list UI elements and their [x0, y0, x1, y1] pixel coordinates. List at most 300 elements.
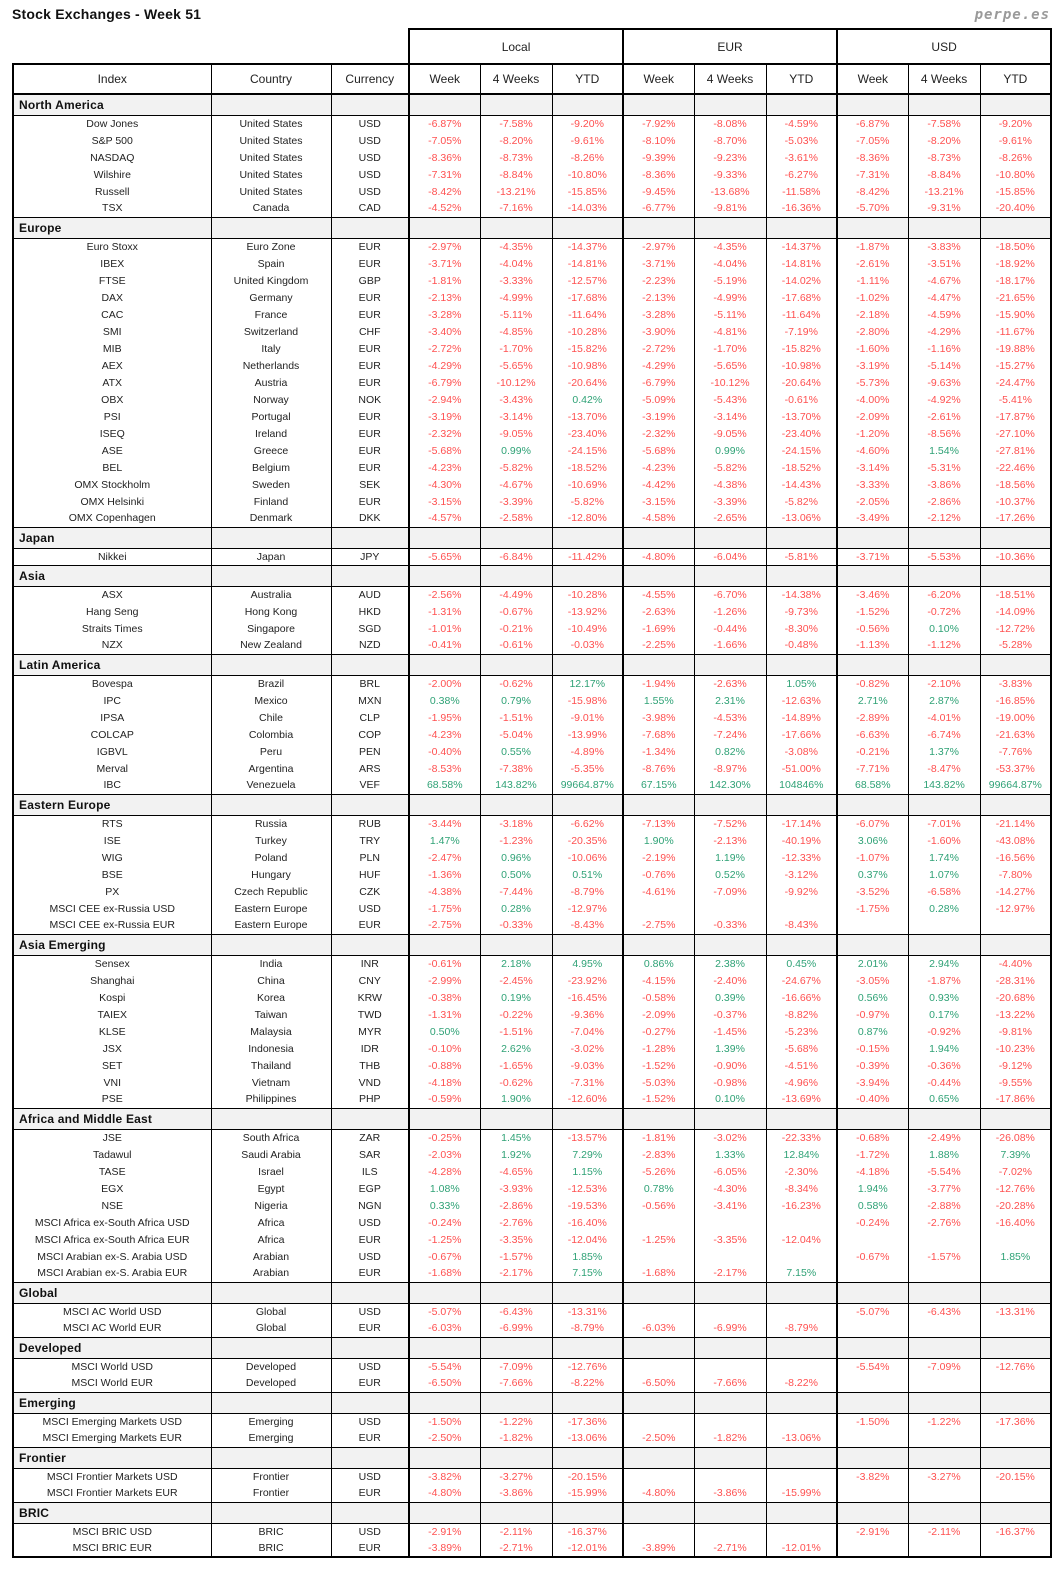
- value-cell-usd-4weeks: 1.07%: [908, 866, 980, 883]
- value-cell-local-4weeks: -5.04%: [480, 726, 552, 743]
- section-filler-cell: [908, 1337, 980, 1358]
- value-cell-eur-week: -1.28%: [623, 1040, 694, 1057]
- currency-cell: THB: [331, 1057, 409, 1074]
- currency-cell: EUR: [331, 459, 409, 476]
- currency-cell: ZAR: [331, 1129, 409, 1146]
- section-name: North America: [13, 94, 211, 115]
- value-cell-usd-week: 2.71%: [837, 692, 908, 709]
- value-cell-eur-4weeks: -1.70%: [694, 340, 766, 357]
- value-cell-eur-week: -9.39%: [623, 149, 694, 166]
- country-cell: Hong Kong: [211, 603, 331, 620]
- index-cell: MSCI Emerging Markets USD: [13, 1413, 211, 1430]
- table-row: [13, 1146, 1051, 1163]
- value-cell-local-week: -2.03%: [409, 1146, 480, 1163]
- value-cell-usd-ytd: [980, 917, 1051, 934]
- value-cell-local-week: -6.87%: [409, 115, 480, 132]
- section-header-row: [13, 527, 1051, 548]
- country-cell: Japan: [211, 548, 331, 565]
- section-filler-cell: [409, 934, 480, 955]
- value-cell-local-ytd: -15.85%: [552, 183, 623, 200]
- value-cell-eur-4weeks: -2.63%: [694, 675, 766, 692]
- value-cell-eur-ytd: -9.92%: [766, 883, 837, 900]
- value-cell-local-ytd: -17.36%: [552, 1413, 623, 1430]
- country-cell: Brazil: [211, 675, 331, 692]
- table-row: [13, 760, 1051, 777]
- section-name: Latin America: [13, 654, 211, 675]
- value-cell-usd-week: -7.05%: [837, 132, 908, 149]
- value-cell-usd-week: -1.02%: [837, 289, 908, 306]
- value-cell-usd-4weeks: -0.72%: [908, 603, 980, 620]
- value-cell-local-4weeks: -5.11%: [480, 306, 552, 323]
- value-cell-usd-week: -1.75%: [837, 900, 908, 917]
- country-cell: Emerging: [211, 1430, 331, 1447]
- value-cell-eur-4weeks: 0.82%: [694, 743, 766, 760]
- value-cell-usd-ytd: -21.63%: [980, 726, 1051, 743]
- value-cell-eur-ytd: -9.73%: [766, 603, 837, 620]
- country-cell: Russia: [211, 815, 331, 832]
- value-cell-eur-4weeks: -4.99%: [694, 289, 766, 306]
- value-cell-usd-ytd: -12.76%: [980, 1358, 1051, 1375]
- value-cell-eur-ytd: -8.30%: [766, 620, 837, 637]
- value-cell-local-4weeks: -2.71%: [480, 1540, 552, 1557]
- value-cell-eur-4weeks: -8.70%: [694, 132, 766, 149]
- value-cell-usd-ytd: -26.08%: [980, 1129, 1051, 1146]
- value-cell-eur-week: -5.03%: [623, 1074, 694, 1091]
- value-cell-usd-4weeks: -2.12%: [908, 510, 980, 527]
- value-cell-local-4weeks: -3.93%: [480, 1180, 552, 1197]
- value-cell-eur-ytd: -8.34%: [766, 1180, 837, 1197]
- value-cell-usd-4weeks: 1.88%: [908, 1146, 980, 1163]
- index-cell: WIG: [13, 849, 211, 866]
- index-cell: MIB: [13, 340, 211, 357]
- value-cell-usd-ytd: -7.02%: [980, 1163, 1051, 1180]
- section-filler-cell: [837, 654, 908, 675]
- value-cell-eur-4weeks: -7.52%: [694, 815, 766, 832]
- value-cell-local-ytd: -9.36%: [552, 1006, 623, 1023]
- col-header-eur-ytd: YTD: [766, 64, 837, 94]
- value-cell-local-ytd: -10.06%: [552, 849, 623, 866]
- value-cell-local-week: -5.54%: [409, 1358, 480, 1375]
- value-cell-usd-4weeks: -6.43%: [908, 1303, 980, 1320]
- section-filler-cell: [552, 94, 623, 115]
- section-filler-cell: [837, 1447, 908, 1468]
- value-cell-eur-4weeks: -2.17%: [694, 1265, 766, 1282]
- value-cell-local-4weeks: -8.84%: [480, 166, 552, 183]
- country-cell: Arabian: [211, 1248, 331, 1265]
- country-cell: Hungary: [211, 866, 331, 883]
- value-cell-local-week: -4.30%: [409, 476, 480, 493]
- value-cell-usd-ytd: -8.26%: [980, 149, 1051, 166]
- value-cell-eur-week: -8.76%: [623, 760, 694, 777]
- value-cell-local-week: -4.52%: [409, 200, 480, 217]
- table-row: [13, 637, 1051, 654]
- table-row: [13, 1485, 1051, 1502]
- value-cell-local-ytd: -12.04%: [552, 1231, 623, 1248]
- value-cell-eur-ytd: -8.43%: [766, 917, 837, 934]
- value-cell-local-week: -2.50%: [409, 1430, 480, 1447]
- value-cell-local-4weeks: -0.67%: [480, 603, 552, 620]
- value-cell-local-week: -5.68%: [409, 442, 480, 459]
- currency-cell: CNY: [331, 972, 409, 989]
- value-cell-usd-ytd: [980, 1540, 1051, 1557]
- value-cell-usd-ytd: -18.17%: [980, 272, 1051, 289]
- value-cell-usd-4weeks: [908, 1265, 980, 1282]
- value-cell-local-4weeks: -4.35%: [480, 238, 552, 255]
- value-cell-usd-4weeks: [908, 1231, 980, 1248]
- value-cell-usd-ytd: -17.36%: [980, 1413, 1051, 1430]
- value-cell-eur-4weeks: -4.35%: [694, 238, 766, 255]
- value-cell-local-4weeks: 0.99%: [480, 442, 552, 459]
- table-row: [13, 548, 1051, 565]
- table-row: [13, 743, 1051, 760]
- table-row: [13, 183, 1051, 200]
- table-row: [13, 1006, 1051, 1023]
- value-cell-usd-week: -0.15%: [837, 1040, 908, 1057]
- value-cell-local-4weeks: 0.50%: [480, 866, 552, 883]
- section-filler-cell: [980, 217, 1051, 238]
- value-cell-eur-week: -4.23%: [623, 459, 694, 476]
- value-cell-local-4weeks: 0.96%: [480, 849, 552, 866]
- value-cell-usd-4weeks: -8.84%: [908, 166, 980, 183]
- value-cell-eur-week: [623, 1214, 694, 1231]
- value-cell-eur-ytd: -15.99%: [766, 1485, 837, 1502]
- value-cell-local-week: -7.31%: [409, 166, 480, 183]
- value-cell-eur-ytd: 7.15%: [766, 1265, 837, 1282]
- value-cell-usd-week: -0.40%: [837, 1091, 908, 1108]
- value-cell-usd-4weeks: -9.31%: [908, 200, 980, 217]
- country-cell: Netherlands: [211, 357, 331, 374]
- value-cell-usd-ytd: -16.85%: [980, 692, 1051, 709]
- value-cell-local-ytd: -12.01%: [552, 1540, 623, 1557]
- value-cell-usd-week: [837, 1485, 908, 1502]
- value-cell-eur-week: -3.19%: [623, 408, 694, 425]
- section-filler-cell: [552, 794, 623, 815]
- value-cell-eur-4weeks: -8.97%: [694, 760, 766, 777]
- currency-cell: GBP: [331, 272, 409, 289]
- currency-cell: VEF: [331, 777, 409, 794]
- value-cell-eur-4weeks: -7.66%: [694, 1375, 766, 1392]
- country-cell: United States: [211, 166, 331, 183]
- value-cell-local-ytd: -13.06%: [552, 1430, 623, 1447]
- value-cell-local-4weeks: -7.16%: [480, 200, 552, 217]
- section-filler-cell: [694, 654, 766, 675]
- value-cell-usd-ytd: -22.46%: [980, 459, 1051, 476]
- value-cell-usd-ytd: -20.15%: [980, 1468, 1051, 1485]
- currency-cell: USD: [331, 166, 409, 183]
- value-cell-usd-4weeks: -3.86%: [908, 476, 980, 493]
- currency-cell: MXN: [331, 692, 409, 709]
- value-cell-local-4weeks: -4.65%: [480, 1163, 552, 1180]
- value-cell-eur-4weeks: -4.04%: [694, 255, 766, 272]
- table-row: [13, 900, 1051, 917]
- index-cell: TSX: [13, 200, 211, 217]
- value-cell-local-week: -0.61%: [409, 955, 480, 972]
- section-filler-cell: [980, 1282, 1051, 1303]
- table-row: [13, 883, 1051, 900]
- section-header-row: [13, 1337, 1051, 1358]
- country-cell: Euro Zone: [211, 238, 331, 255]
- section-filler-cell: [908, 1392, 980, 1413]
- value-cell-eur-week: 1.55%: [623, 692, 694, 709]
- value-cell-local-week: -2.75%: [409, 917, 480, 934]
- section-filler-cell: [409, 1337, 480, 1358]
- value-cell-usd-ytd: -19.00%: [980, 709, 1051, 726]
- currency-cell: USD: [331, 132, 409, 149]
- table-row: [13, 1180, 1051, 1197]
- column-header-row: [13, 64, 1051, 94]
- country-cell: United States: [211, 115, 331, 132]
- table-row: [13, 238, 1051, 255]
- value-cell-usd-week: -0.68%: [837, 1129, 908, 1146]
- value-cell-usd-ytd: -9.81%: [980, 1023, 1051, 1040]
- value-cell-local-4weeks: 0.79%: [480, 692, 552, 709]
- site-logo: perpe.es: [974, 7, 1050, 23]
- section-filler-cell: [552, 565, 623, 586]
- value-cell-usd-4weeks: -5.54%: [908, 1163, 980, 1180]
- value-cell-local-4weeks: -3.35%: [480, 1231, 552, 1248]
- country-cell: Ireland: [211, 425, 331, 442]
- value-cell-eur-week: -2.83%: [623, 1146, 694, 1163]
- currency-cell: PLN: [331, 849, 409, 866]
- section-filler-cell: [211, 794, 331, 815]
- value-cell-local-ytd: -8.79%: [552, 1320, 623, 1337]
- value-cell-eur-ytd: -12.33%: [766, 849, 837, 866]
- value-cell-local-week: -4.57%: [409, 510, 480, 527]
- value-cell-usd-week: -2.18%: [837, 306, 908, 323]
- currency-cell: EUR: [331, 1265, 409, 1282]
- value-cell-usd-4weeks: -1.16%: [908, 340, 980, 357]
- value-cell-local-ytd: -8.26%: [552, 149, 623, 166]
- value-cell-usd-ytd: -53.37%: [980, 760, 1051, 777]
- section-filler-cell: [211, 654, 331, 675]
- section-filler-cell: [409, 565, 480, 586]
- section-filler-cell: [837, 1392, 908, 1413]
- value-cell-local-4weeks: 1.90%: [480, 1091, 552, 1108]
- table-row: [13, 1540, 1051, 1557]
- value-cell-usd-4weeks: -6.20%: [908, 586, 980, 603]
- section-name: Emerging: [13, 1392, 211, 1413]
- section-filler-cell: [623, 1502, 694, 1523]
- value-cell-usd-week: -7.71%: [837, 760, 908, 777]
- value-cell-usd-4weeks: -7.01%: [908, 815, 980, 832]
- currency-cell: HUF: [331, 866, 409, 883]
- value-cell-local-week: -0.67%: [409, 1248, 480, 1265]
- value-cell-eur-ytd: 1.05%: [766, 675, 837, 692]
- country-cell: South Africa: [211, 1129, 331, 1146]
- value-cell-usd-ytd: 7.39%: [980, 1146, 1051, 1163]
- value-cell-usd-week: -2.91%: [837, 1523, 908, 1540]
- value-cell-local-ytd: -10.28%: [552, 586, 623, 603]
- value-cell-local-ytd: -16.37%: [552, 1523, 623, 1540]
- section-filler-cell: [211, 527, 331, 548]
- country-cell: Portugal: [211, 408, 331, 425]
- index-cell: Dow Jones: [13, 115, 211, 132]
- section-filler-cell: [552, 1108, 623, 1129]
- value-cell-usd-4weeks: -3.51%: [908, 255, 980, 272]
- section-filler-cell: [480, 934, 552, 955]
- value-cell-local-4weeks: -10.12%: [480, 374, 552, 391]
- currency-cell: PEN: [331, 743, 409, 760]
- country-cell: Eastern Europe: [211, 900, 331, 917]
- value-cell-usd-week: -2.09%: [837, 408, 908, 425]
- value-cell-local-4weeks: -3.43%: [480, 391, 552, 408]
- value-cell-usd-4weeks: -1.12%: [908, 637, 980, 654]
- country-cell: China: [211, 972, 331, 989]
- value-cell-eur-4weeks: -1.26%: [694, 603, 766, 620]
- value-cell-local-week: -4.29%: [409, 357, 480, 374]
- currency-cell: EUR: [331, 340, 409, 357]
- section-filler-cell: [766, 934, 837, 955]
- value-cell-usd-4weeks: 1.54%: [908, 442, 980, 459]
- value-cell-local-4weeks: 143.82%: [480, 777, 552, 794]
- section-filler-cell: [623, 1447, 694, 1468]
- value-cell-usd-ytd: -10.23%: [980, 1040, 1051, 1057]
- stock-exchanges-table: [12, 28, 1052, 1558]
- value-cell-eur-4weeks: 0.99%: [694, 442, 766, 459]
- value-cell-eur-ytd: -13.70%: [766, 408, 837, 425]
- value-cell-eur-ytd: [766, 1468, 837, 1485]
- country-cell: Africa: [211, 1214, 331, 1231]
- table-row: [13, 1214, 1051, 1231]
- value-cell-local-ytd: -11.64%: [552, 306, 623, 323]
- value-cell-usd-4weeks: -2.76%: [908, 1214, 980, 1231]
- table-row: [13, 832, 1051, 849]
- value-cell-local-ytd: -10.80%: [552, 166, 623, 183]
- value-cell-usd-4weeks: -4.01%: [908, 709, 980, 726]
- section-name: BRIC: [13, 1502, 211, 1523]
- section-filler-cell: [694, 934, 766, 955]
- value-cell-usd-week: [837, 1231, 908, 1248]
- table-row: [13, 459, 1051, 476]
- section-filler-cell: [480, 217, 552, 238]
- country-cell: Emerging: [211, 1413, 331, 1430]
- value-cell-usd-ytd: -27.10%: [980, 425, 1051, 442]
- section-filler-cell: [552, 934, 623, 955]
- section-filler-cell: [766, 654, 837, 675]
- value-cell-local-week: 1.47%: [409, 832, 480, 849]
- currency-cell: RUB: [331, 815, 409, 832]
- value-cell-eur-4weeks: -3.86%: [694, 1485, 766, 1502]
- value-cell-eur-week: -4.29%: [623, 357, 694, 374]
- table-row: [13, 115, 1051, 132]
- value-cell-local-ytd: -23.92%: [552, 972, 623, 989]
- index-cell: COLCAP: [13, 726, 211, 743]
- country-cell: Austria: [211, 374, 331, 391]
- value-cell-eur-ytd: [766, 1523, 837, 1540]
- value-cell-eur-week: [623, 1303, 694, 1320]
- value-cell-usd-ytd: -21.65%: [980, 289, 1051, 306]
- value-cell-local-week: -8.42%: [409, 183, 480, 200]
- value-cell-usd-4weeks: -8.47%: [908, 760, 980, 777]
- country-cell: Indonesia: [211, 1040, 331, 1057]
- value-cell-usd-4weeks: -4.47%: [908, 289, 980, 306]
- value-cell-eur-4weeks: -0.90%: [694, 1057, 766, 1074]
- index-cell: SET: [13, 1057, 211, 1074]
- country-cell: Global: [211, 1303, 331, 1320]
- section-filler-cell: [908, 565, 980, 586]
- value-cell-eur-ytd: -8.79%: [766, 1320, 837, 1337]
- section-filler-cell: [331, 934, 409, 955]
- value-cell-eur-4weeks: -10.12%: [694, 374, 766, 391]
- index-cell: DAX: [13, 289, 211, 306]
- value-cell-usd-week: -2.89%: [837, 709, 908, 726]
- value-cell-local-ytd: -23.40%: [552, 425, 623, 442]
- value-cell-eur-ytd: [766, 1358, 837, 1375]
- table-row: [13, 1074, 1051, 1091]
- section-filler-cell: [980, 565, 1051, 586]
- value-cell-eur-4weeks: 0.10%: [694, 1091, 766, 1108]
- col-header-usd-ytd: YTD: [980, 64, 1051, 94]
- section-filler-cell: [211, 1282, 331, 1303]
- value-cell-local-ytd: -13.92%: [552, 603, 623, 620]
- section-filler-cell: [694, 1337, 766, 1358]
- section-filler-cell: [409, 217, 480, 238]
- value-cell-usd-4weeks: -0.36%: [908, 1057, 980, 1074]
- value-cell-eur-ytd: -12.63%: [766, 692, 837, 709]
- value-cell-eur-4weeks: -0.98%: [694, 1074, 766, 1091]
- section-filler-cell: [211, 934, 331, 955]
- section-filler-cell: [980, 527, 1051, 548]
- value-cell-local-ytd: -12.76%: [552, 1358, 623, 1375]
- value-cell-local-4weeks: -0.22%: [480, 1006, 552, 1023]
- value-cell-eur-ytd: [766, 900, 837, 917]
- value-cell-eur-ytd: [766, 1248, 837, 1265]
- value-cell-eur-week: -5.09%: [623, 391, 694, 408]
- value-cell-eur-ytd: 104846%: [766, 777, 837, 794]
- value-cell-eur-4weeks: 1.19%: [694, 849, 766, 866]
- header-spacer: [13, 29, 409, 64]
- value-cell-local-4weeks: 0.28%: [480, 900, 552, 917]
- country-cell: United Kingdom: [211, 272, 331, 289]
- section-filler-cell: [980, 654, 1051, 675]
- value-cell-local-4weeks: -6.43%: [480, 1303, 552, 1320]
- index-cell: Sensex: [13, 955, 211, 972]
- value-cell-eur-week: -4.15%: [623, 972, 694, 989]
- section-header-row: [13, 794, 1051, 815]
- value-cell-eur-ytd: -4.59%: [766, 115, 837, 132]
- section-filler-cell: [480, 1447, 552, 1468]
- value-cell-eur-4weeks: -0.37%: [694, 1006, 766, 1023]
- value-cell-local-4weeks: -4.99%: [480, 289, 552, 306]
- country-cell: Chile: [211, 709, 331, 726]
- value-cell-eur-week: -6.79%: [623, 374, 694, 391]
- value-cell-usd-ytd: -9.12%: [980, 1057, 1051, 1074]
- section-filler-cell: [211, 1447, 331, 1468]
- value-cell-eur-week: -3.28%: [623, 306, 694, 323]
- value-cell-local-week: -1.31%: [409, 1006, 480, 1023]
- currency-cell: TWD: [331, 1006, 409, 1023]
- index-cell: PSE: [13, 1091, 211, 1108]
- value-cell-local-4weeks: -5.65%: [480, 357, 552, 374]
- country-cell: BRIC: [211, 1540, 331, 1557]
- section-header-row: [13, 217, 1051, 238]
- index-cell: FTSE: [13, 272, 211, 289]
- value-cell-usd-week: -3.71%: [837, 548, 908, 565]
- value-cell-eur-week: -2.97%: [623, 238, 694, 255]
- section-filler-cell: [623, 1282, 694, 1303]
- table-row: [13, 357, 1051, 374]
- value-cell-usd-ytd: -17.87%: [980, 408, 1051, 425]
- country-cell: India: [211, 955, 331, 972]
- table-row: [13, 1023, 1051, 1040]
- value-cell-eur-4weeks: -0.33%: [694, 917, 766, 934]
- table-row: [13, 972, 1051, 989]
- value-cell-usd-4weeks: [908, 1430, 980, 1447]
- currency-cell: EUR: [331, 408, 409, 425]
- value-cell-local-week: -0.24%: [409, 1214, 480, 1231]
- table-row: [13, 340, 1051, 357]
- value-cell-local-4weeks: -2.11%: [480, 1523, 552, 1540]
